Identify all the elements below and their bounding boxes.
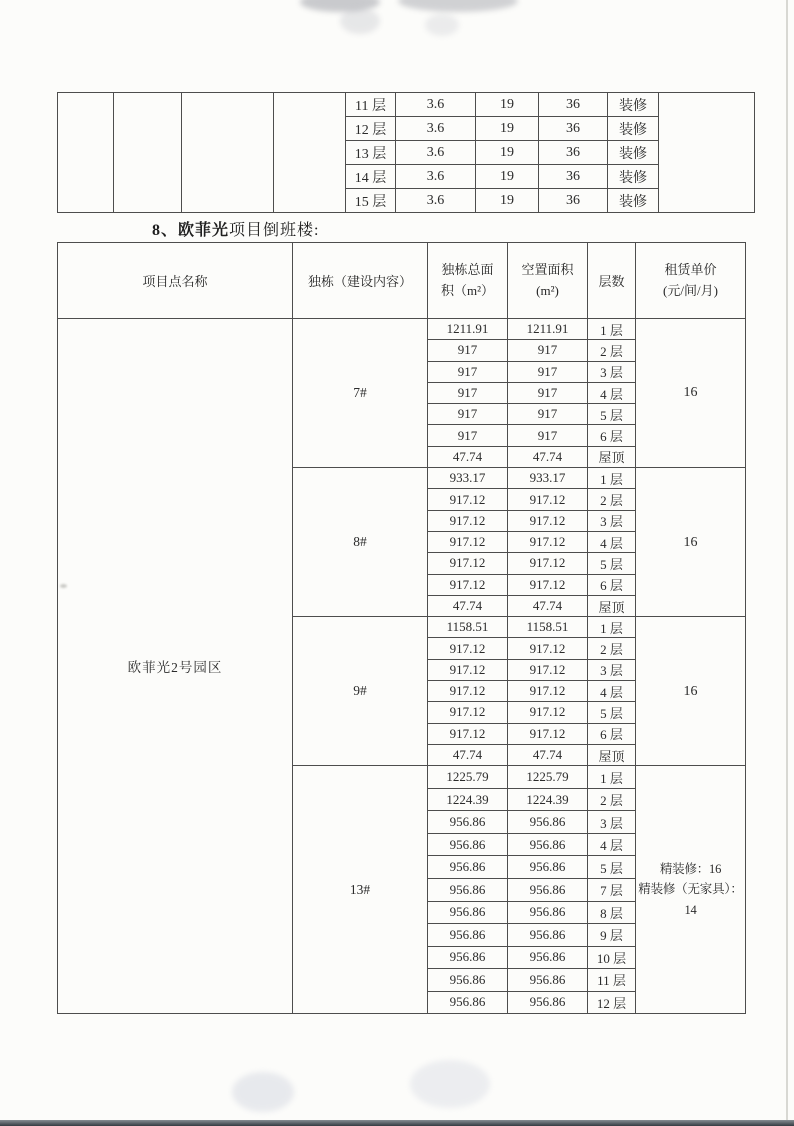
floor-cell: 4 层 (588, 531, 636, 552)
vacant-area-cell: 917.12 (508, 681, 588, 702)
header-vacant-area-line1: 空置面积 (521, 262, 574, 278)
floor-cell: 6 层 (588, 574, 636, 595)
total-area-cell: 956.86 (428, 946, 508, 969)
total-area-cell: 917.12 (428, 638, 508, 659)
value-cell: 19 (476, 93, 539, 117)
total-area-cell: 917.12 (428, 702, 508, 723)
building-cell: 7# (293, 319, 428, 468)
floor-cell: 2 层 (588, 788, 636, 811)
header-vacant-area-line2: (m²) (536, 282, 559, 298)
section-heading (152, 217, 319, 240)
empty-merged-cell (114, 93, 182, 213)
value-cell: 3.6 (396, 165, 476, 189)
status-cell: 装修 (608, 189, 659, 213)
main-table-row (58, 319, 746, 340)
total-area-cell: 917.12 (428, 531, 508, 552)
floor-cell: 2 层 (588, 638, 636, 659)
floor-cell: 9 层 (588, 924, 636, 947)
total-area-cell: 956.86 (428, 901, 508, 924)
total-area-cell: 917 (428, 340, 508, 361)
floor-cell: 6 层 (588, 723, 636, 744)
value-cell: 36 (539, 141, 608, 165)
scan-smudge (232, 1072, 294, 1112)
vacant-area-cell: 917 (508, 404, 588, 425)
floor-cell: 11 层 (346, 93, 396, 117)
floor-cell: 4 层 (588, 382, 636, 403)
value-cell: 19 (476, 117, 539, 141)
price-line: 14 (684, 903, 697, 918)
status-cell: 装修 (608, 165, 659, 189)
value-cell: 3.6 (396, 93, 476, 117)
floor-cell: 1 层 (588, 319, 636, 340)
empty-merged-cell (182, 93, 274, 213)
vacant-area-cell: 956.86 (508, 946, 588, 969)
empty-merged-cell (274, 93, 346, 213)
floor-cell: 3 层 (588, 811, 636, 834)
price-line: 16 (683, 683, 698, 699)
header-building: 独栋（建设内容） (293, 243, 428, 319)
header-price-line2: (元/间/月) (663, 282, 718, 298)
total-area-cell: 917 (428, 425, 508, 446)
main-table (57, 242, 746, 1014)
status-cell: 装修 (608, 93, 659, 117)
total-area-cell: 47.74 (428, 446, 508, 467)
floor-cell: 15 层 (346, 189, 396, 213)
total-area-cell: 956.86 (428, 811, 508, 834)
value-cell: 19 (476, 165, 539, 189)
section-heading-text: 项目倒班楼: (229, 222, 320, 239)
floor-cell: 1 层 (588, 468, 636, 489)
floor-cell: 10 层 (588, 946, 636, 969)
total-area-cell: 956.86 (428, 924, 508, 947)
vacant-area-cell: 917 (508, 340, 588, 361)
price-line: 16 (683, 385, 698, 401)
value-cell: 36 (539, 165, 608, 189)
status-cell: 装修 (608, 117, 659, 141)
value-cell: 36 (539, 117, 608, 141)
vacant-area-cell: 956.86 (508, 969, 588, 992)
vacant-area-cell: 917.12 (508, 531, 588, 552)
header-total-area-line2: 积（m²） (440, 282, 494, 298)
vacant-area-cell: 917 (508, 382, 588, 403)
header-price (636, 243, 746, 319)
floor-cell: 7 层 (588, 878, 636, 901)
total-area-cell: 917.12 (428, 681, 508, 702)
building-cell: 13# (293, 766, 428, 1014)
empty-merged-cell (58, 93, 114, 213)
total-area-cell: 1211.91 (428, 319, 508, 340)
vacant-area-cell: 917.12 (508, 553, 588, 574)
header-price-line1: 租赁单价 (664, 262, 717, 278)
total-area-cell: 47.74 (428, 744, 508, 765)
floor-cell: 14 层 (346, 165, 396, 189)
vacant-area-cell: 1225.79 (508, 766, 588, 789)
floor-cell: 1 层 (588, 617, 636, 638)
floor-cell: 11 层 (588, 969, 636, 992)
continuation-table (57, 92, 755, 213)
floor-cell: 13 层 (346, 141, 396, 165)
floor-cell: 4 层 (588, 681, 636, 702)
project-name-cell: 欧菲光2号园区 (58, 319, 293, 1014)
floor-cell: 屋顶 (588, 595, 636, 616)
total-area-cell: 917.12 (428, 574, 508, 595)
total-area-cell: 956.86 (428, 833, 508, 856)
vacant-area-cell: 917.12 (508, 510, 588, 531)
paper-right-edge (786, 0, 788, 1121)
header-project: 项目点名称 (58, 243, 293, 319)
price-line: 精装修：16 (659, 861, 722, 876)
top-table-body (58, 93, 755, 213)
floor-cell: 屋顶 (588, 744, 636, 765)
total-area-cell: 1224.39 (428, 788, 508, 811)
header-total-area (428, 243, 508, 319)
floor-cell: 5 层 (588, 404, 636, 425)
building-cell: 9# (293, 617, 428, 766)
price-cell (636, 319, 746, 468)
floor-cell: 6 层 (588, 425, 636, 446)
total-area-cell: 917.12 (428, 489, 508, 510)
section-heading-number: 8、欧菲光 (152, 222, 230, 239)
price-cell (636, 766, 746, 1014)
vacant-area-cell: 1224.39 (508, 788, 588, 811)
total-area-cell: 917 (428, 404, 508, 425)
total-area-cell: 47.74 (428, 595, 508, 616)
vacant-area-cell: 956.86 (508, 991, 588, 1014)
vacant-area-cell: 956.86 (508, 924, 588, 947)
floor-cell: 屋顶 (588, 446, 636, 467)
vacant-area-cell: 917 (508, 361, 588, 382)
vacant-area-cell: 917.12 (508, 574, 588, 595)
total-area-cell: 933.17 (428, 468, 508, 489)
vacant-area-cell: 956.86 (508, 878, 588, 901)
value-cell: 3.6 (396, 141, 476, 165)
floor-cell: 8 层 (588, 901, 636, 924)
value-cell: 19 (476, 141, 539, 165)
main-table-tbody (58, 243, 746, 1014)
vacant-area-cell: 917.12 (508, 659, 588, 680)
total-area-cell: 956.86 (428, 878, 508, 901)
vacant-area-cell: 917 (508, 425, 588, 446)
price-cell (636, 617, 746, 766)
floor-cell: 2 层 (588, 340, 636, 361)
value-cell: 3.6 (396, 117, 476, 141)
header-total-area-line1: 独栋总面 (441, 262, 494, 278)
total-area-cell: 917.12 (428, 553, 508, 574)
floor-cell: 3 层 (588, 659, 636, 680)
price-line: 16 (683, 534, 698, 550)
header-floors: 层数 (588, 243, 636, 319)
price-cell (636, 468, 746, 617)
total-area-cell: 917.12 (428, 659, 508, 680)
vacant-area-cell: 1158.51 (508, 617, 588, 638)
vacant-area-cell: 956.86 (508, 811, 588, 834)
total-area-cell: 956.86 (428, 856, 508, 879)
scan-smudge (425, 14, 459, 36)
vacant-area-cell: 47.74 (508, 595, 588, 616)
floor-cell: 12 层 (588, 991, 636, 1014)
value-cell: 36 (539, 189, 608, 213)
total-area-cell: 917 (428, 361, 508, 382)
value-cell: 19 (476, 189, 539, 213)
total-area-cell: 956.86 (428, 969, 508, 992)
total-area-cell: 917.12 (428, 723, 508, 744)
scan-smudge (340, 8, 380, 34)
value-cell: 3.6 (396, 189, 476, 213)
top-table-row (58, 93, 755, 117)
paper-bottom-edge (0, 1120, 794, 1126)
total-area-cell: 917 (428, 382, 508, 403)
vacant-area-cell: 47.74 (508, 744, 588, 765)
total-area-cell: 956.86 (428, 991, 508, 1014)
floor-cell: 5 层 (588, 856, 636, 879)
floor-cell: 2 层 (588, 489, 636, 510)
header-vacant-area (508, 243, 588, 319)
vacant-area-cell: 47.74 (508, 446, 588, 467)
vacant-area-cell: 917.12 (508, 702, 588, 723)
vacant-area-cell: 956.86 (508, 856, 588, 879)
value-cell: 36 (539, 93, 608, 117)
floor-cell: 1 层 (588, 766, 636, 789)
floor-cell: 3 层 (588, 510, 636, 531)
floor-cell: 5 层 (588, 702, 636, 723)
total-area-cell: 917.12 (428, 510, 508, 531)
floor-cell: 12 层 (346, 117, 396, 141)
vacant-area-cell: 956.86 (508, 833, 588, 856)
vacant-area-cell: 1211.91 (508, 319, 588, 340)
vacant-area-cell: 917.12 (508, 489, 588, 510)
scan-smudge (398, 0, 518, 12)
floor-cell: 3 层 (588, 361, 636, 382)
status-cell: 装修 (608, 141, 659, 165)
empty-merged-cell (659, 93, 755, 213)
price-line: 精装修（无家具）： (638, 882, 743, 897)
floor-cell: 4 层 (588, 833, 636, 856)
building-cell: 8# (293, 468, 428, 617)
vacant-area-cell: 933.17 (508, 468, 588, 489)
total-area-cell: 1225.79 (428, 766, 508, 789)
main-table-header-row (58, 243, 746, 319)
vacant-area-cell: 917.12 (508, 638, 588, 659)
scan-smudge (410, 1060, 490, 1108)
total-area-cell: 1158.51 (428, 617, 508, 638)
vacant-area-cell: 917.12 (508, 723, 588, 744)
vacant-area-cell: 956.86 (508, 901, 588, 924)
floor-cell: 5 层 (588, 553, 636, 574)
